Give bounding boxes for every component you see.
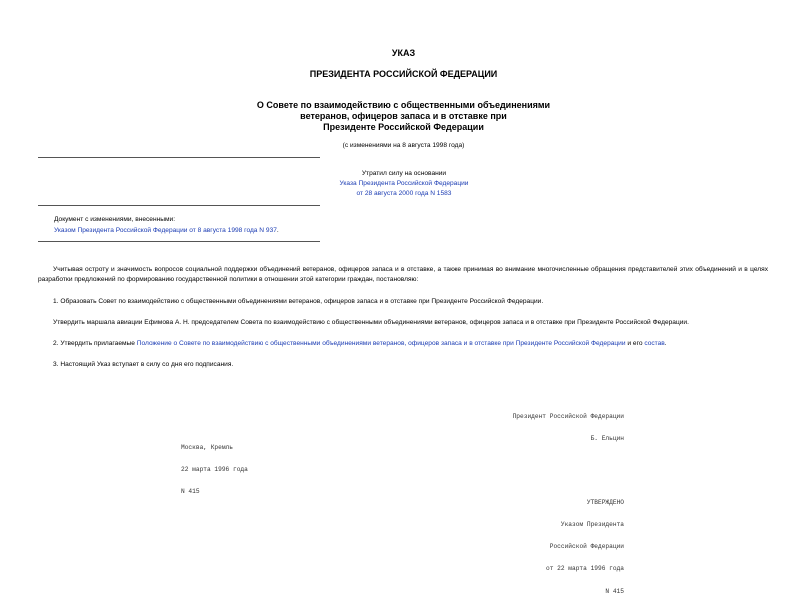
regulation-link[interactable]: Положение о Совете по взаимодействию с общественными объединениями ветеранов, офицеров запаса и в отставке при Президенте Российской Федерации (136, 340, 626, 347)
item-3-paragraph: 3. Настоящий Указ вступает в силу со дня его подписания. (53, 361, 234, 368)
signature-block (500, 398, 624, 450)
decree-number: N 415 (181, 488, 200, 496)
divider (38, 205, 320, 206)
item-2-mid: и его (625, 340, 645, 347)
amendments-label: Документ с изменениями, внесенными: (54, 216, 176, 223)
approved-block (520, 484, 624, 603)
approved-number: N 415 (605, 587, 624, 595)
item-2-paragraph (38, 339, 768, 349)
subject-line: ветеранов, офицеров запаса и в отставке при (300, 111, 507, 121)
date: 22 марта 1996 года (181, 466, 248, 474)
signature-name: Б. Ельцин (590, 435, 624, 443)
approved-date: от 22 марта 1996 года (546, 565, 624, 573)
item-2-suffix: . (664, 340, 667, 347)
changes-note: (с изменениями на 8 августа 1998 года) (342, 142, 465, 149)
repeal-decree-date-link[interactable]: от 28 августа 2000 года N 1583 (356, 190, 452, 197)
preamble-paragraph: Учитывая остроту и значимость вопросов социальной поддержки объединений ветеранов, офицеров запаса и в отставке, а также принимая во внимание многочисленные обращения представителей этих объединений и в целях разработки предложений по формированию государственной политики в отношении этой категории граждан, постановляю: (38, 266, 768, 283)
approved-label: УТВЕРЖДЕНО (586, 498, 624, 506)
item-2-prefix: 2. Утвердить прилагаемые (53, 340, 137, 347)
divider (38, 241, 320, 242)
amending-decree-link[interactable]: Указом Президента Российской Федерации от 8 августа 1998 года N 937 (54, 227, 277, 234)
subject-line: Президенте Российской Федерации (323, 122, 484, 132)
decree-issuer: ПРЕЗИДЕНТА РОССИЙСКОЙ ФЕДЕРАЦИИ (309, 69, 498, 79)
composition-link[interactable]: состав (644, 340, 665, 347)
approved-by: Указом Президента (560, 521, 624, 529)
item-1-paragraph: 1. Образовать Совет по взаимодействию с общественными объединениями ветеранов, офицеров запаса и в отставке при Президенте Российской Федерации. (53, 298, 544, 305)
divider (38, 157, 320, 158)
subject-line: О Совете по взаимодействию с общественными объединениями (256, 100, 551, 110)
approved-country: Российской Федерации (549, 543, 624, 551)
signature-position: Президент Российской Федерации (512, 412, 624, 420)
repeal-decree-link[interactable]: Указа Президента Российской Федерации (339, 180, 469, 187)
amendments-period: . (276, 227, 279, 234)
chairman-paragraph: Утвердить маршала авиации Ефимова А. Н. председателем Совета по взаимодействию с общественными объединениями ветеранов, офицеров запаса и в отставке при Президенте Российской Федерации. (53, 319, 689, 326)
decree-title: УКАЗ (391, 48, 416, 58)
place-date-block (181, 429, 248, 503)
amendments-line (54, 226, 279, 236)
place: Москва, Кремль (181, 443, 233, 451)
lost-force-label: Утратил силу на основании (361, 170, 447, 177)
decree-subject (0, 100, 807, 133)
